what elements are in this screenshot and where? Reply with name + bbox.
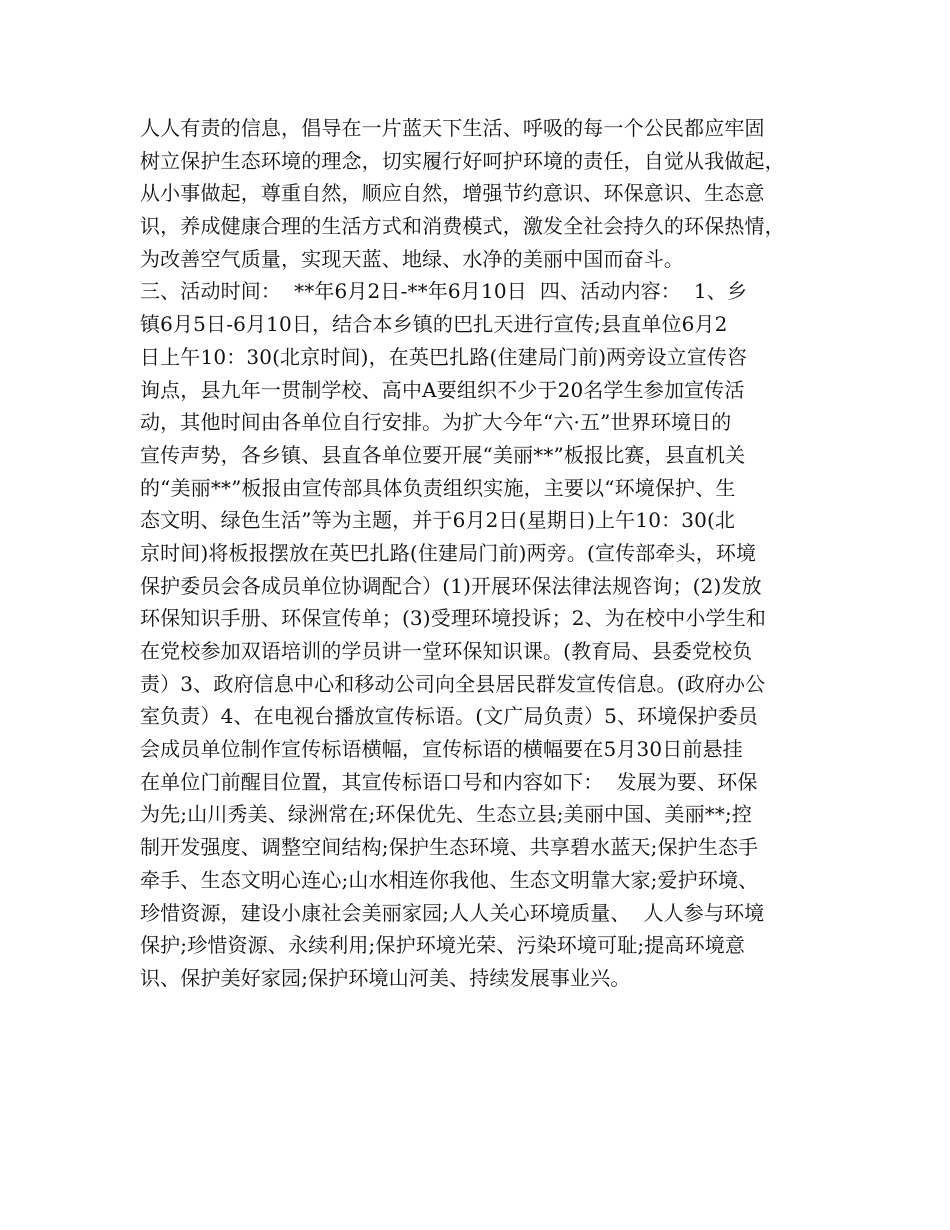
text-line: 环保知识手册、环保宣传单；(3)受理环境投诉；2、为在校中小学生和 [140, 606, 767, 631]
text-line: 为改善空气质量，实现天蓝、地绿、水净的美丽中国而奋斗。 [140, 246, 685, 271]
text-line: 的“美丽**”板报由宣传部具体负责组织实施，主要以“环境保护、生 [140, 475, 736, 500]
text-line: 三、活动时间： **年6月2日-**年6月10日 四、活动内容： 1、乡 [140, 279, 748, 304]
text-line: 会成员单位制作宣传标语横幅，宣传标语的横幅要在5月30日前悬挂 [140, 737, 743, 762]
text-line: 询点，县九年一贯制学校、高中A要组织不少于20名学生参加宣传活 [140, 377, 745, 402]
text-line: 态文明、绿色生活”等为主题，并于6月2日(星期日)上午10：30(北 [140, 508, 736, 533]
text-line: 制开发强度、调整空间结构;保护生态环境、共享碧水蓝天;保护生态手 [140, 835, 759, 860]
text-line: 人人有责的信息，倡导在一片蓝天下生活、呼吸的每一个公民都应牢固 [140, 116, 765, 140]
text-line: 识、保护美好家园;保护环境山河美、持续发展事业兴。 [140, 965, 631, 990]
text-line: 树立保护生态环境的理念，切实履行好呵护环境的责任，自觉从我做起， [140, 148, 785, 173]
text-line: 在党校参加双语培训的学员讲一堂环保知识课。(教育局、县委党校负 [140, 639, 753, 663]
text-line: 京时间)将板报摆放在英巴扎路(住建局门前)两旁。(宣传部牵头，环境 [140, 540, 757, 565]
text-line: 为先;山川秀美、绿洲常在;环保优先、生态立县;美丽中国、美丽**;控 [140, 802, 753, 827]
text-line: 从小事做起，尊重自然，顺应自然，增强节约意识、环保意识、生态意 [140, 181, 765, 206]
text-line: 珍惜资源，建设小康社会美丽家园;人人关心环境质量、 人人参与环境 [140, 900, 765, 925]
text-line: 镇6月5日-6月10日，结合本乡镇的巴扎天进行宣传;县直单位6月2 [140, 312, 728, 337]
text-line: 日上午10：30(北京时间)，在英巴扎路(住建局门前)两旁设立宣传咨 [140, 344, 748, 369]
document-body [140, 112, 820, 995]
text-line: 牵手、生态文明心连心;山水相连你我他、生态文明靠大家;爱护环境、 [140, 867, 759, 892]
text-line: 保护;珍惜资源、永续利用;保护环境光荣、污染环境可耻;提高环境意 [140, 933, 746, 958]
text-line: 在单位门前醒目位置，其宣传标语口号和内容如下： 发展为要、环保 [140, 769, 758, 794]
text-line: 室负责）4、在电视台播放宣传标语。(文广局负责）5、环境保护委员 [140, 704, 759, 729]
text-line: 动，其他时间由各单位自行安排。为扩大今年“六·五”世界环境日的 [140, 410, 732, 435]
text-line: 保护委员会各成员单位协调配合）(1)开展环保法律法规咨询；(2)发放 [140, 573, 762, 598]
text-line: 识，养成健康合理的生活方式和消费模式，激发全社会持久的环保热情， [140, 214, 785, 239]
text-line: 责）3、政府信息中心和移动公司向全县居民群发宣传信息。(政府办公 [140, 671, 766, 696]
text-line: 宣传声势，各乡镇、县直各单位要开展“美丽**”板报比赛，县直机关 [140, 442, 746, 467]
